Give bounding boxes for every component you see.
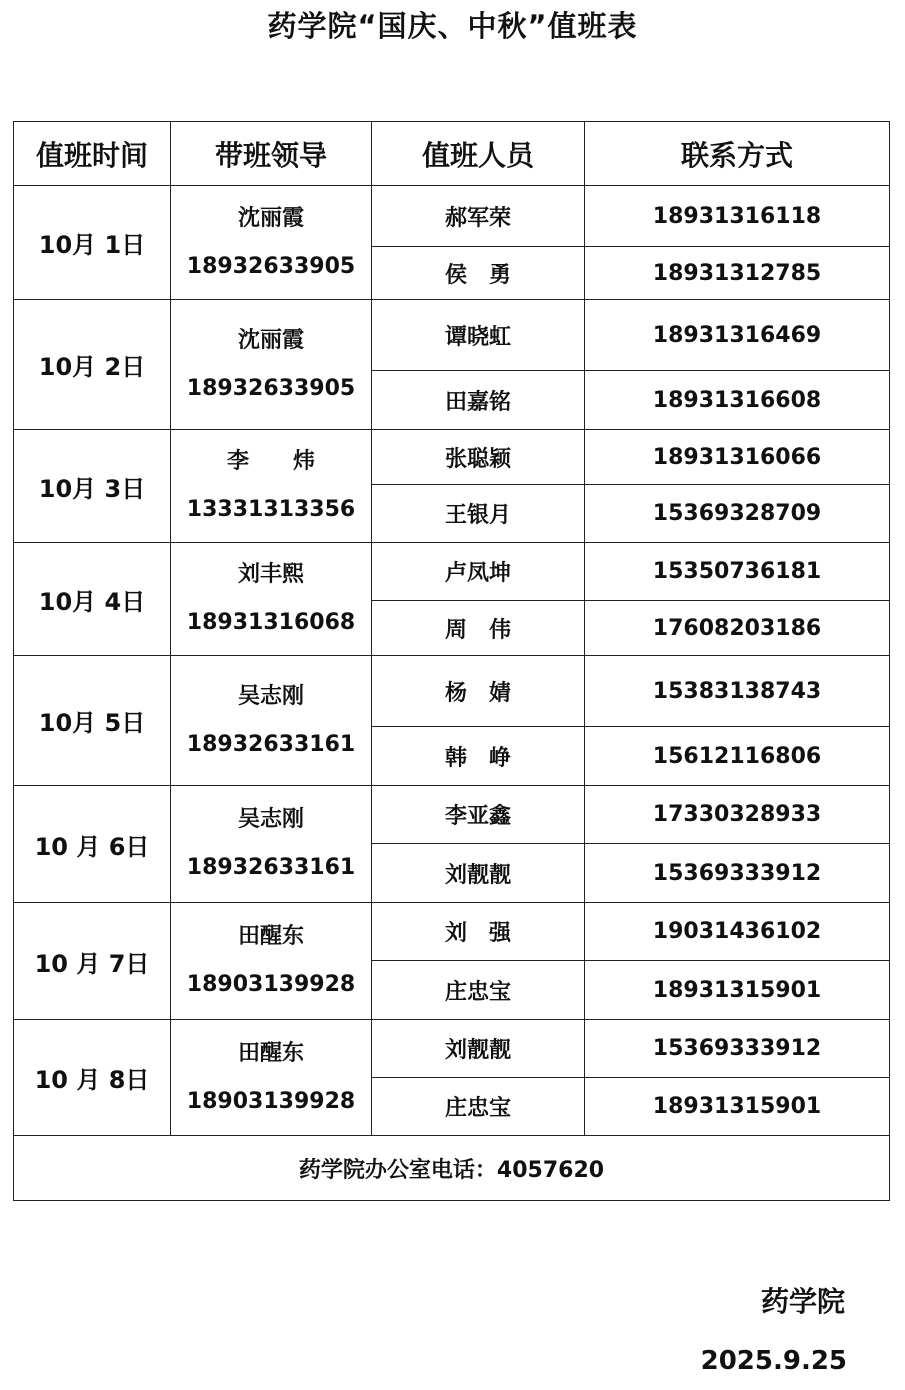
leader-name: 沈丽霞: [237, 205, 304, 231]
page-title: 药学院“国庆、中秋”值班表: [267, 9, 638, 43]
table-footer-row: [14, 1136, 890, 1201]
staff-phone: 15612116806: [585, 727, 890, 786]
table-row: [14, 1020, 890, 1078]
staff-phone: 18931316066: [585, 430, 890, 485]
leader-phone: 18932633905: [186, 253, 356, 279]
header-contact: 联系方式: [585, 122, 890, 186]
leader-phone: 13331313356: [186, 497, 356, 522]
staff-name: 庄忠宝: [372, 961, 585, 1020]
duty-date: 10月 2日: [14, 300, 171, 430]
staff-phone: 18931316118: [585, 186, 890, 247]
staff-name: 韩 峥: [372, 727, 585, 786]
duty-table: [13, 121, 890, 1201]
leader-cell: [171, 430, 372, 543]
signature-date: 2025.9.25: [700, 1346, 847, 1376]
leader-cell: [171, 786, 372, 903]
table-row: [14, 186, 890, 247]
leader-name: 田醒东: [237, 924, 304, 949]
staff-name: 田嘉铭: [372, 371, 585, 430]
leader-cell: [171, 300, 372, 430]
table-header-row: [14, 122, 890, 186]
staff-phone: 15369328709: [585, 485, 890, 543]
staff-phone: 15383138743: [585, 656, 890, 727]
leader-name: 刘丰熙: [237, 562, 304, 587]
staff-name: 杨 婧: [372, 656, 585, 727]
staff-name: 刘靓靓: [372, 844, 585, 903]
staff-phone: 18931316608: [585, 371, 890, 430]
leader-name: 沈丽霞: [237, 327, 304, 353]
leader-cell: [171, 186, 372, 300]
office-phone-note: 药学院办公室电话：4057620: [14, 1136, 890, 1201]
staff-name: 庄忠宝: [372, 1078, 585, 1136]
table-row: [14, 903, 890, 961]
staff-phone: 18931316469: [585, 300, 890, 371]
staff-name: 刘 强: [372, 903, 585, 961]
header-duty-time: 值班时间: [14, 122, 171, 186]
header-leader: 带班领导: [171, 122, 372, 186]
table-row: [14, 543, 890, 601]
table-row: [14, 430, 890, 485]
leader-cell: [171, 903, 372, 1020]
staff-phone: 17608203186: [585, 601, 890, 656]
staff-name: 李亚鑫: [372, 786, 585, 844]
duty-date: 10月 3日: [14, 430, 171, 543]
staff-name: 周 伟: [372, 601, 585, 656]
leader-phone: 18903139928: [186, 1088, 356, 1114]
duty-date: 10月 4日: [14, 543, 171, 656]
staff-phone: 19031436102: [585, 903, 890, 961]
staff-phone: 15350736181: [585, 543, 890, 601]
table-row: [14, 656, 890, 727]
staff-phone: 18931312785: [585, 247, 890, 300]
leader-phone: 18931316068: [186, 610, 356, 635]
leader-phone: 18932633161: [186, 731, 356, 757]
staff-phone: 17330328933: [585, 786, 890, 844]
duty-date: 10 月 7日: [14, 903, 171, 1020]
leader-cell: [171, 543, 372, 656]
leader-name: 吴志刚: [237, 683, 304, 709]
leader-phone: 18932633905: [186, 375, 356, 401]
duty-date: 10 月 6日: [14, 786, 171, 903]
staff-name: 郝军荣: [372, 186, 585, 247]
staff-phone: 15369333912: [585, 1020, 890, 1078]
leader-name: 吴志刚: [237, 807, 304, 832]
leader-phone: 18932633161: [186, 855, 356, 880]
header-staff: 值班人员: [372, 122, 585, 186]
duty-date: 10月 1日: [14, 186, 171, 300]
staff-phone: 18931315901: [585, 961, 890, 1020]
staff-name: 王银月: [372, 485, 585, 543]
staff-phone: 18931315901: [585, 1078, 890, 1136]
signature-org: 药学院: [760, 1285, 845, 1318]
leader-cell: [171, 656, 372, 786]
staff-name: 张聪颖: [372, 430, 585, 485]
staff-name: 刘靓靓: [372, 1020, 585, 1078]
leader-cell: [171, 1020, 372, 1136]
duty-date: 10 月 8日: [14, 1020, 171, 1136]
staff-name: 卢凤坤: [372, 543, 585, 601]
staff-name: 侯 勇: [372, 247, 585, 300]
leader-name: 李 炜: [226, 449, 315, 474]
staff-name: 谭晓虹: [372, 300, 585, 371]
leader-phone: 18903139928: [186, 972, 356, 997]
table-row: [14, 300, 890, 371]
staff-phone: 15369333912: [585, 844, 890, 903]
duty-date: 10月 5日: [14, 656, 171, 786]
leader-name: 田醒东: [237, 1040, 304, 1066]
table-row: [14, 786, 890, 844]
